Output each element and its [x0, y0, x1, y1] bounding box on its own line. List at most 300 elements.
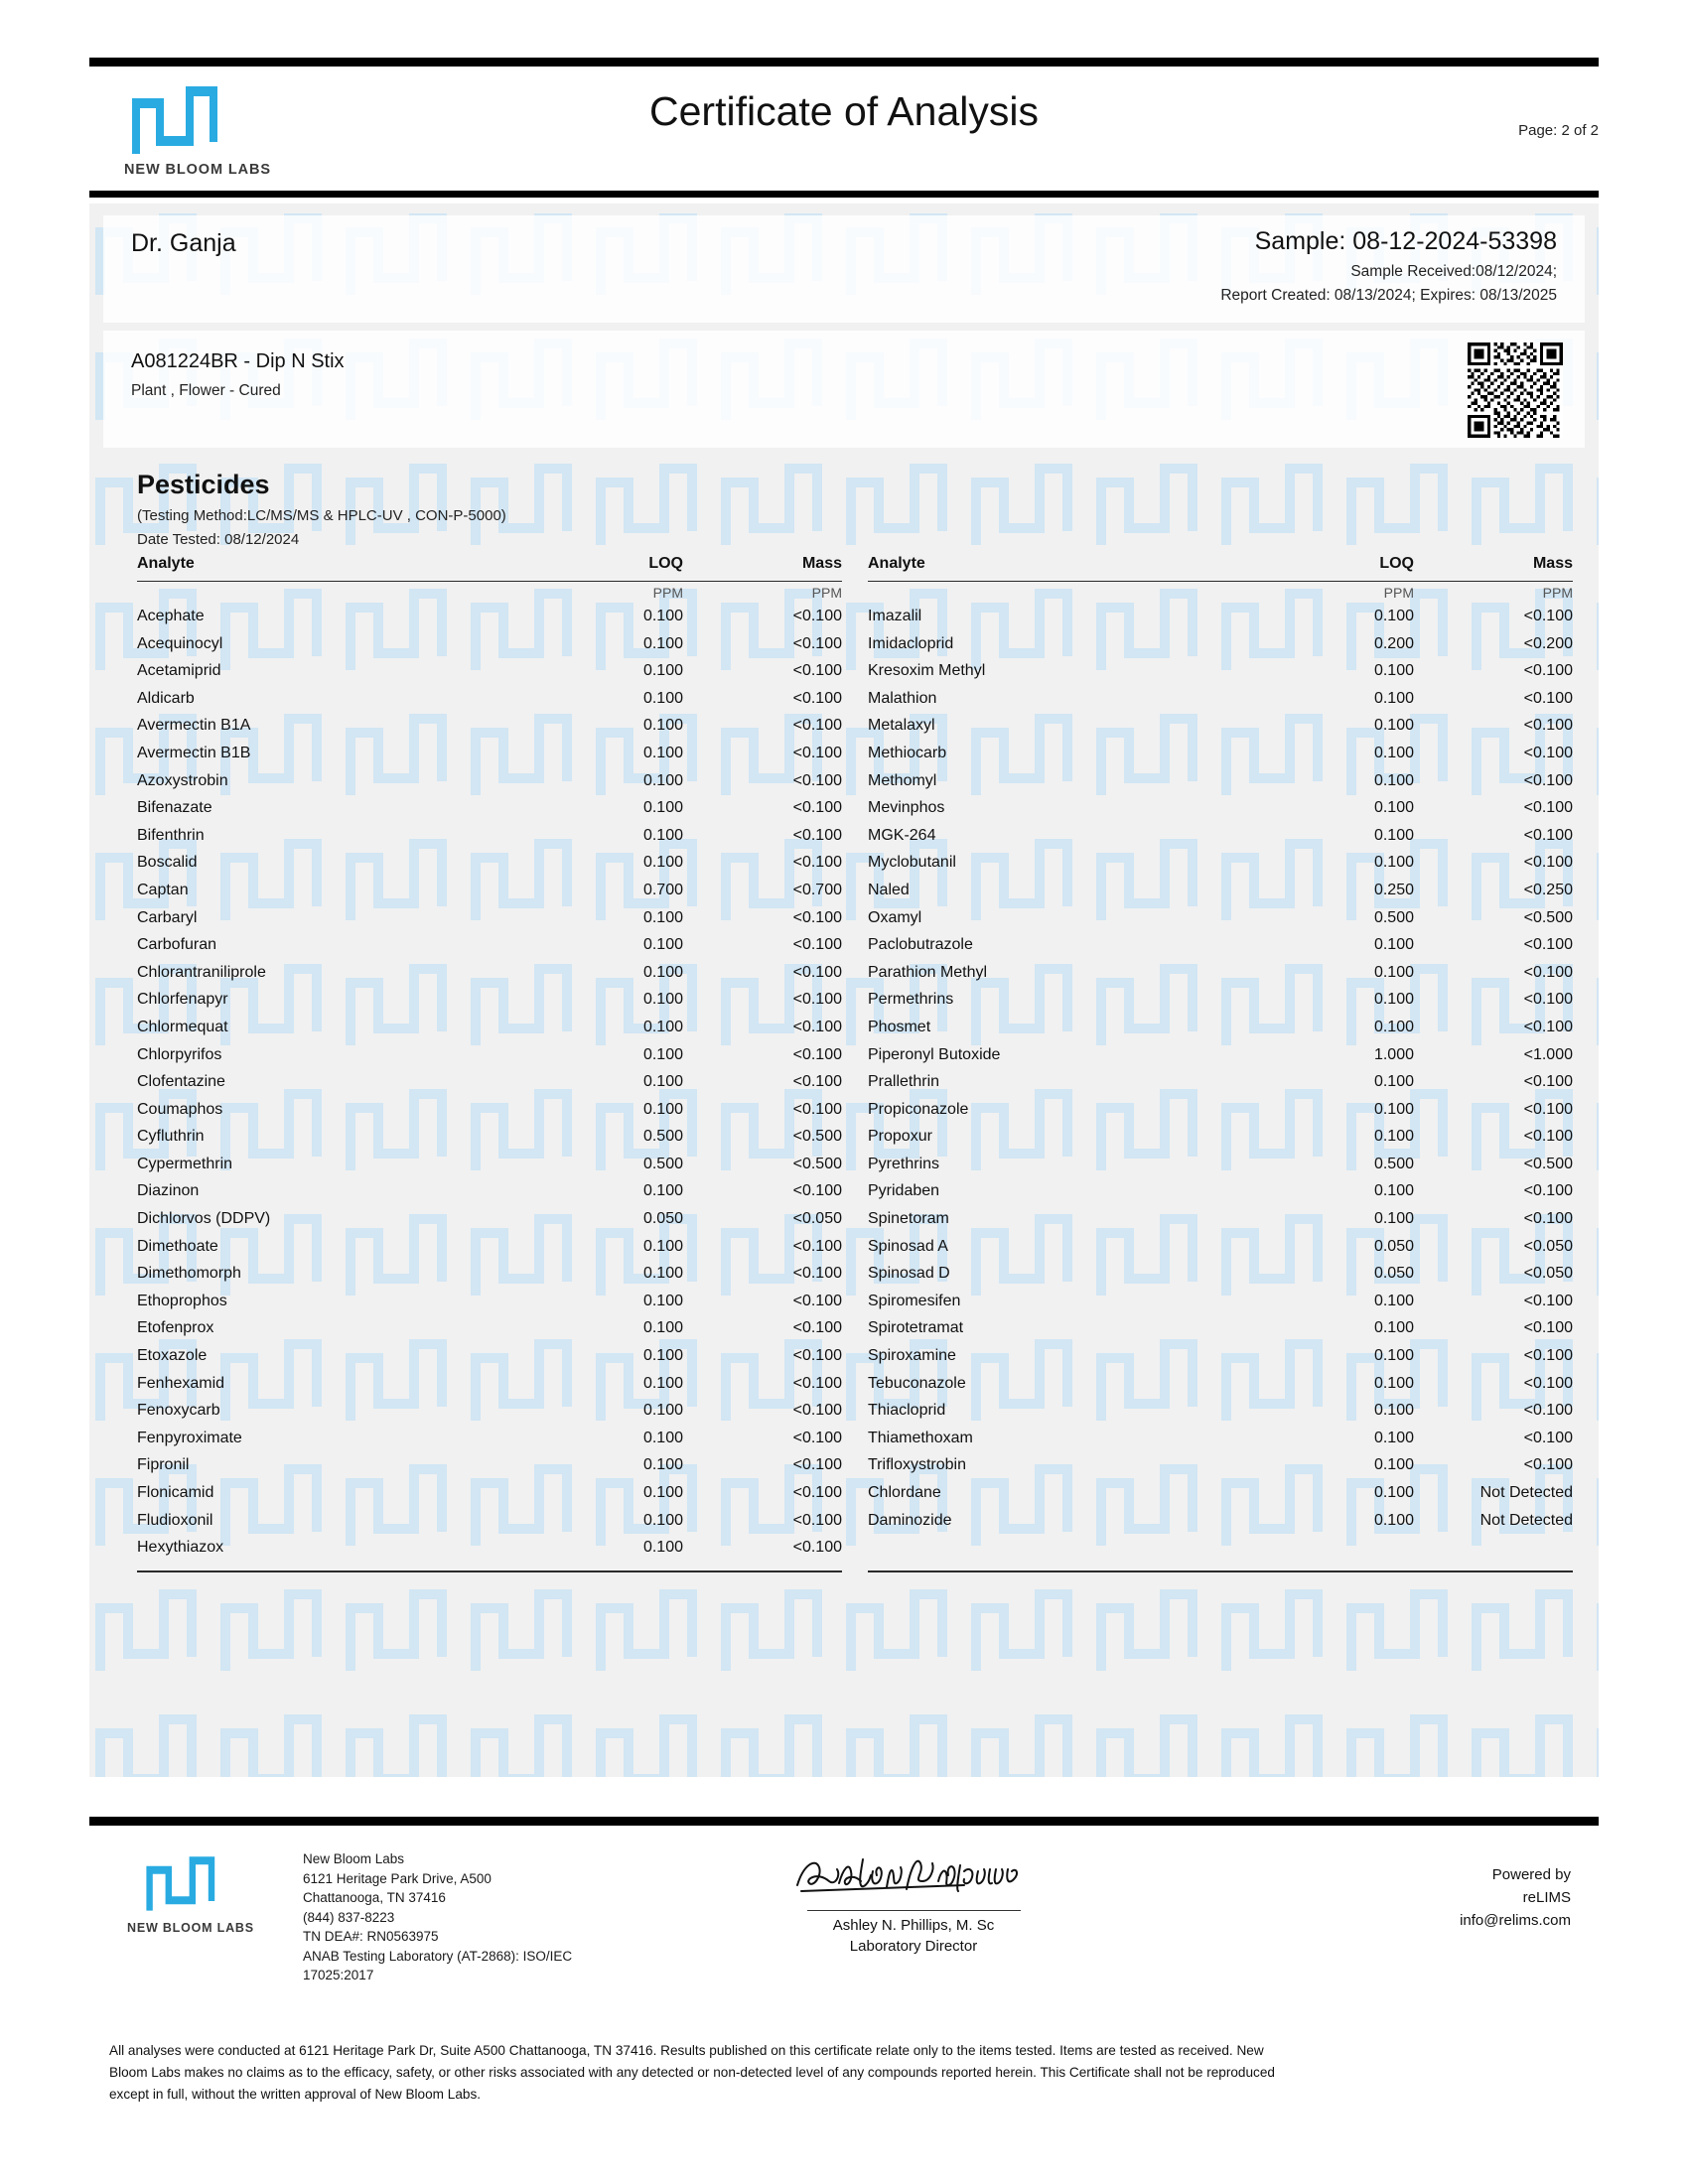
table-row: [137, 1293, 842, 1320]
column-header-mass: Mass: [801, 555, 842, 572]
table-row: [868, 827, 1573, 855]
table-row: [137, 1484, 842, 1512]
cell-analyte: Acequinocyl: [137, 634, 223, 652]
footer-logo-icon: [139, 1853, 256, 1913]
cell-loq: 0.100: [1373, 991, 1414, 1009]
cell-loq: 0.100: [642, 1045, 683, 1063]
cell-loq: 0.100: [642, 1100, 683, 1118]
address-line: (844) 837-8223: [303, 1909, 395, 1925]
table-row: [137, 1512, 842, 1540]
address-line: 17025:2017: [303, 1968, 374, 1982]
cell-loq: 0.100: [642, 744, 683, 761]
table-row: [868, 1210, 1573, 1238]
cell-loq: 0.100: [1373, 1182, 1414, 1200]
cell-analyte: Phosmet: [868, 1018, 931, 1035]
address-line: 6121 Heritage Park Drive, A500: [303, 1870, 492, 1886]
lab-address: [303, 1849, 640, 1985]
product-type: Plant , Flower - Cured: [131, 382, 281, 399]
cell-loq: 1.000: [1373, 1045, 1414, 1063]
cell-mass: <0.500: [1523, 908, 1573, 926]
cell-mass: <0.500: [1523, 1155, 1573, 1172]
cell-mass: <0.050: [792, 1210, 842, 1228]
cell-mass: <0.700: [792, 881, 842, 898]
table-row: [137, 1238, 842, 1266]
cell-loq: 0.100: [1373, 662, 1414, 680]
table-row: [868, 882, 1573, 909]
table-row: [868, 1347, 1573, 1375]
cell-loq: 0.100: [1373, 608, 1414, 624]
cell-loq: 0.100: [1373, 963, 1414, 981]
cell-loq: 0.100: [642, 1402, 683, 1420]
cell-mass: <0.100: [792, 1073, 842, 1091]
cell-loq: 0.250: [1373, 881, 1414, 898]
cell-loq: 0.500: [1373, 1155, 1414, 1172]
cell-mass: <0.100: [792, 1018, 842, 1035]
cell-loq: 0.050: [1373, 1265, 1414, 1283]
table-units-row: [137, 582, 842, 608]
cell-mass: <0.100: [792, 1292, 842, 1309]
cell-loq: 0.100: [1373, 936, 1414, 954]
cell-analyte: Carbofuran: [137, 936, 217, 954]
footer-logo-wordmark: NEW BLOOM LABS: [127, 1921, 254, 1935]
column-header-analyte: Analyte: [137, 555, 195, 572]
table-row: [868, 608, 1573, 635]
cell-analyte: Ethoprophos: [137, 1292, 227, 1309]
cell-mass: <0.100: [792, 634, 842, 652]
powered-by-email[interactable]: info@relims.com: [1460, 1912, 1571, 1929]
qr-code-icon[interactable]: [1468, 342, 1563, 438]
cell-loq: 0.100: [1373, 1073, 1414, 1091]
unit-loq: PPM: [1383, 585, 1414, 601]
cell-mass: <0.100: [1523, 1374, 1573, 1392]
table-row: [868, 799, 1573, 827]
table-row: [868, 1402, 1573, 1430]
pesticides-table-left: [137, 555, 842, 1567]
cell-analyte: Azoxystrobin: [137, 771, 228, 789]
cell-mass: <0.500: [792, 1155, 842, 1172]
cell-loq: 0.100: [642, 1484, 683, 1501]
cell-mass: <0.100: [792, 908, 842, 926]
cell-mass: <0.100: [1523, 689, 1573, 707]
table-row: [868, 1484, 1573, 1512]
cell-analyte: Acetamiprid: [137, 662, 221, 680]
cell-loq: 0.100: [1373, 1292, 1414, 1309]
header-divider: [89, 191, 1599, 198]
table-row: [137, 1375, 842, 1403]
cell-mass: <0.100: [1523, 1128, 1573, 1146]
powered-by-label: Powered by: [1491, 1866, 1571, 1883]
cell-loq: 0.100: [1373, 1374, 1414, 1392]
cell-mass: <0.100: [792, 1374, 842, 1392]
disclaimer-line: All analyses were conducted at 6121 Heritage Park Dr, Suite A500 Chattanooga, TN 37416. Results published on this certificate relate only to the items tested. Items are tested as received. New: [109, 2043, 1264, 2058]
cell-mass: <0.100: [792, 717, 842, 735]
cell-analyte: Mevinphos: [868, 799, 945, 817]
cell-mass: <0.100: [1523, 771, 1573, 789]
cell-mass: <0.050: [1523, 1265, 1573, 1283]
table-row: [868, 1156, 1573, 1183]
cell-analyte: Trifloxystrobin: [868, 1456, 966, 1474]
cell-loq: 0.100: [1373, 1402, 1414, 1420]
cell-analyte: Fenoxycarb: [137, 1402, 220, 1420]
table-row: [137, 1182, 842, 1210]
pesticides-table-right: [868, 555, 1573, 1539]
cell-loq: 0.100: [1373, 1210, 1414, 1228]
cell-analyte: Cypermethrin: [137, 1155, 233, 1172]
cell-mass: <0.100: [1523, 608, 1573, 624]
cell-mass: <0.100: [792, 1456, 842, 1474]
table-row: [868, 991, 1573, 1019]
cell-analyte: Aldicarb: [137, 689, 195, 707]
table-row: [137, 1128, 842, 1156]
cell-mass: <0.100: [1523, 854, 1573, 872]
cell-loq: 0.100: [1373, 1018, 1414, 1035]
cell-loq: 0.100: [642, 1456, 683, 1474]
cell-analyte: Metalaxyl: [868, 717, 935, 735]
cell-mass: <0.100: [792, 1402, 842, 1420]
cell-analyte: MGK-264: [868, 826, 936, 844]
page-footer: [89, 1832, 1599, 2005]
column-header-mass: Mass: [1532, 555, 1573, 572]
table-row: [137, 909, 842, 937]
cell-analyte: Daminozide: [868, 1511, 952, 1529]
table-row: [137, 827, 842, 855]
section-title: Pesticides: [137, 470, 270, 499]
table-row: [868, 1456, 1573, 1484]
pesticides-section: [103, 456, 1585, 1764]
table-row: [137, 772, 842, 800]
client-name: Dr. Ganja: [131, 229, 236, 257]
cell-mass: <1.000: [1523, 1045, 1573, 1063]
cell-analyte: Chlormequat: [137, 1018, 228, 1035]
table-row: [137, 1019, 842, 1046]
signer-role: Laboratory Director: [849, 1938, 978, 1956]
table-row: [137, 1456, 842, 1484]
cell-loq: 0.100: [642, 771, 683, 789]
cell-analyte: Methomyl: [868, 771, 937, 789]
signer-name: Ashley N. Phillips, M. Sc: [832, 1917, 995, 1935]
disclaimer-line: Bloom Labs makes no claims as to the efficacy, safety, or other risks associated with any detected or non-detected level of any compounds reported herein. This Certificate shall not be reproduced: [109, 2065, 1275, 2080]
cell-mass: <0.100: [1523, 799, 1573, 817]
cell-analyte: Spinosad A: [868, 1237, 948, 1255]
cell-loq: 0.100: [1373, 744, 1414, 761]
cell-mass: <0.100: [1523, 1319, 1573, 1337]
cell-analyte: Dimethomorph: [137, 1265, 241, 1283]
cell-mass: <0.100: [792, 1265, 842, 1283]
table-bottom-rule: [868, 1570, 1573, 1572]
cell-analyte: Clofentazine: [137, 1073, 225, 1091]
cell-analyte: Thiacloprid: [868, 1402, 946, 1420]
table-row: [137, 1210, 842, 1238]
table-units-row: [868, 582, 1573, 608]
cell-analyte: Malathion: [868, 689, 937, 707]
cell-mass: Not Detected: [1479, 1484, 1573, 1501]
address-line: New Bloom Labs: [303, 1851, 405, 1866]
powered-by-name: reLIMS: [1522, 1889, 1571, 1906]
table-row: [868, 1319, 1573, 1347]
cell-mass: <0.100: [792, 1182, 842, 1200]
cell-mass: <0.100: [792, 1429, 842, 1446]
cell-loq: 0.100: [642, 854, 683, 872]
column-header-loq: LOQ: [1379, 555, 1414, 572]
cell-analyte: Propiconazole: [868, 1100, 969, 1118]
cell-loq: 0.500: [642, 1155, 683, 1172]
cell-loq: 0.100: [642, 1237, 683, 1255]
cell-analyte: Myclobutanil: [868, 854, 956, 872]
cell-analyte: Bifenazate: [137, 799, 212, 817]
product-name: A081224BR - Dip N Stix: [131, 350, 345, 372]
cell-analyte: Thiamethoxam: [868, 1429, 973, 1446]
cell-mass: <0.100: [1523, 1100, 1573, 1118]
cell-loq: 0.100: [642, 1265, 683, 1283]
table-row: [137, 936, 842, 964]
cell-analyte: Captan: [137, 881, 189, 898]
table-row: [137, 1319, 842, 1347]
product-info-card: [103, 331, 1585, 448]
unit-mass: PPM: [811, 585, 842, 601]
table-row: [137, 690, 842, 718]
unit-loq: PPM: [652, 585, 683, 601]
table-row: [868, 772, 1573, 800]
table-row: [868, 1430, 1573, 1457]
cell-analyte: Dichlorvos (DDPV): [137, 1210, 271, 1228]
cell-analyte: Spiroxamine: [868, 1347, 956, 1365]
cell-loq: 0.100: [642, 1539, 683, 1557]
table-row: [868, 662, 1573, 690]
cell-mass: <0.100: [1523, 1429, 1573, 1446]
cell-analyte: Piperonyl Butoxide: [868, 1045, 1001, 1063]
cell-mass: <0.100: [792, 854, 842, 872]
table-row: [137, 964, 842, 992]
cell-mass: <0.200: [1523, 634, 1573, 652]
cell-analyte: Flonicamid: [137, 1484, 214, 1501]
cell-mass: <0.100: [1523, 963, 1573, 981]
signature-icon: [789, 1845, 1038, 1903]
table-row: [137, 1430, 842, 1457]
table-row: [868, 1019, 1573, 1046]
cell-analyte: Kresoxim Methyl: [868, 662, 986, 680]
table-row: [137, 1073, 842, 1101]
page-header: [89, 74, 1599, 179]
page-number: Page: 2 of 2: [1518, 122, 1599, 139]
cell-analyte: Spinosad D: [868, 1265, 950, 1283]
cell-loq: 0.200: [1373, 634, 1414, 652]
cell-analyte: Paclobutrazole: [868, 936, 973, 954]
cell-loq: 0.100: [642, 1073, 683, 1091]
table-row: [137, 799, 842, 827]
cell-analyte: Fludioxonil: [137, 1511, 213, 1529]
cell-mass: <0.100: [1523, 1018, 1573, 1035]
cell-analyte: Coumaphos: [137, 1100, 223, 1118]
cell-mass: <0.100: [792, 662, 842, 680]
cell-loq: 0.100: [642, 634, 683, 652]
cell-mass: <0.100: [792, 1511, 842, 1529]
section-method: (Testing Method:LC/MS/MS & HPLC-UV , CON-P-5000): [137, 507, 506, 524]
sample-info-card: [103, 215, 1585, 323]
cell-mass: <0.100: [1523, 826, 1573, 844]
table-row: [868, 1073, 1573, 1101]
cell-loq: 0.100: [1373, 799, 1414, 817]
cell-analyte: Naled: [868, 881, 910, 898]
cell-loq: 0.100: [642, 1511, 683, 1529]
cell-analyte: Tebuconazole: [868, 1374, 966, 1392]
cell-mass: <0.100: [792, 826, 842, 844]
cell-analyte: Fenhexamid: [137, 1374, 225, 1392]
table-row: [868, 909, 1573, 937]
table-row: [137, 1101, 842, 1129]
cell-analyte: Etofenprox: [137, 1319, 214, 1337]
table-row: [868, 1238, 1573, 1266]
cell-mass: <0.100: [792, 963, 842, 981]
cell-analyte: Avermectin B1B: [137, 744, 251, 761]
cell-loq: 0.500: [1373, 908, 1414, 926]
table-row: [868, 854, 1573, 882]
cell-mass: <0.100: [792, 799, 842, 817]
cell-analyte: Spirotetramat: [868, 1319, 964, 1337]
table-row: [137, 1539, 842, 1567]
table-row: [868, 964, 1573, 992]
cell-mass: <0.100: [792, 608, 842, 624]
table-row: [137, 662, 842, 690]
cell-mass: <0.100: [1523, 1402, 1573, 1420]
cell-loq: 0.700: [642, 881, 683, 898]
cell-mass: <0.100: [792, 1237, 842, 1255]
cell-analyte: Carbaryl: [137, 908, 198, 926]
table-row: [137, 1347, 842, 1375]
cell-analyte: Fenpyroximate: [137, 1429, 242, 1446]
cell-analyte: Pyrethrins: [868, 1155, 940, 1172]
table-row: [868, 745, 1573, 772]
cell-loq: 0.050: [642, 1210, 683, 1228]
cell-analyte: Chlorantraniliprole: [137, 963, 266, 981]
table-row: [868, 1265, 1573, 1293]
cell-analyte: Chlorpyrifos: [137, 1045, 222, 1063]
cell-mass: <0.500: [792, 1128, 842, 1146]
table-row: [137, 745, 842, 772]
cell-mass: <0.250: [1523, 881, 1573, 898]
table-row: [137, 1402, 842, 1430]
cell-mass: <0.100: [1523, 662, 1573, 680]
table-row: [868, 1128, 1573, 1156]
cell-loq: 0.100: [642, 1018, 683, 1035]
table-row: [137, 991, 842, 1019]
cell-loq: 0.100: [1373, 1456, 1414, 1474]
table-row: [868, 1375, 1573, 1403]
cell-mass: <0.100: [1523, 1347, 1573, 1365]
address-line: TN DEA#: RN0563975: [303, 1929, 439, 1944]
section-date-tested: Date Tested: 08/12/2024: [137, 531, 300, 548]
cell-analyte: Pyridaben: [868, 1182, 940, 1200]
cell-analyte: Boscalid: [137, 854, 198, 872]
cell-loq: 0.100: [1373, 1484, 1414, 1501]
cell-mass: <0.100: [1523, 744, 1573, 761]
cell-analyte: Parathion Methyl: [868, 963, 988, 981]
table-row: [137, 1156, 842, 1183]
table-row: [137, 1265, 842, 1293]
cell-loq: 0.100: [642, 608, 683, 624]
table-row: [868, 635, 1573, 663]
cell-mass: <0.100: [792, 1347, 842, 1365]
unit-mass: PPM: [1542, 585, 1573, 601]
cell-loq: 0.100: [1373, 1429, 1414, 1446]
cell-loq: 0.100: [1373, 771, 1414, 789]
cell-loq: 0.100: [1373, 1319, 1414, 1337]
cell-mass: <0.100: [792, 1045, 842, 1063]
cell-analyte: Imazalil: [868, 608, 922, 624]
cell-analyte: Permethrins: [868, 991, 954, 1009]
address-line: ANAB Testing Laboratory (AT-2868): ISO/IEC: [303, 1948, 573, 1964]
table-row: [137, 1046, 842, 1074]
table-header-row: [868, 555, 1573, 582]
cell-loq: 0.500: [642, 1128, 683, 1146]
cell-mass: <0.100: [792, 1539, 842, 1557]
cell-loq: 0.100: [642, 1429, 683, 1446]
table-row: [868, 717, 1573, 745]
table-row: [137, 608, 842, 635]
cell-analyte: Diazinon: [137, 1182, 200, 1200]
cell-loq: 0.100: [642, 662, 683, 680]
cell-analyte: Avermectin B1A: [137, 717, 251, 735]
cell-analyte: Oxamyl: [868, 908, 922, 926]
cell-mass: <0.100: [792, 936, 842, 954]
cell-mass: <0.100: [792, 991, 842, 1009]
table-row: [868, 1182, 1573, 1210]
powered-by-block: [1460, 1863, 1571, 1932]
cell-analyte: Hexythiazox: [137, 1539, 224, 1557]
cell-loq: 0.100: [1373, 717, 1414, 735]
table-row: [137, 882, 842, 909]
sample-received: Sample Received:08/12/2024;: [1350, 263, 1557, 280]
address-line: Chattanooga, TN 37416: [303, 1890, 446, 1905]
cell-mass: <0.100: [1523, 717, 1573, 735]
cell-analyte: Spinetoram: [868, 1210, 949, 1228]
cell-loq: 0.100: [1373, 826, 1414, 844]
report-body: [89, 204, 1599, 1777]
cell-loq: 0.100: [642, 936, 683, 954]
top-divider: [89, 58, 1599, 67]
cell-mass: <0.100: [792, 689, 842, 707]
cell-analyte: Spiromesifen: [868, 1292, 961, 1309]
cell-analyte: Etoxazole: [137, 1347, 208, 1365]
cell-loq: 0.100: [642, 826, 683, 844]
cell-analyte: Propoxur: [868, 1128, 932, 1146]
cell-analyte: Bifenthrin: [137, 826, 205, 844]
cell-loq: 0.100: [642, 799, 683, 817]
table-row: [137, 635, 842, 663]
signature-line: [807, 1910, 1021, 1911]
table-row: [868, 1512, 1573, 1540]
cell-loq: 0.100: [642, 1292, 683, 1309]
table-row: [868, 1293, 1573, 1320]
table-row: [137, 717, 842, 745]
cell-loq: 0.100: [642, 1182, 683, 1200]
cell-loq: 0.100: [642, 991, 683, 1009]
cell-mass: <0.100: [1523, 1292, 1573, 1309]
footer-divider: [89, 1817, 1599, 1826]
cell-analyte: Acephate: [137, 608, 205, 624]
cell-mass: <0.100: [792, 1484, 842, 1501]
signature-block: [774, 1845, 1053, 1955]
cell-analyte: Chlorfenapyr: [137, 991, 228, 1009]
cell-mass: <0.100: [1523, 1073, 1573, 1091]
cell-loq: 0.100: [642, 1347, 683, 1365]
cell-loq: 0.100: [642, 1374, 683, 1392]
cell-mass: <0.100: [792, 744, 842, 761]
cell-analyte: Methiocarb: [868, 744, 947, 761]
cell-loq: 0.100: [1373, 854, 1414, 872]
cell-analyte: Dimethoate: [137, 1237, 218, 1255]
cell-loq: 0.100: [642, 1319, 683, 1337]
cell-loq: 0.100: [1373, 1100, 1414, 1118]
